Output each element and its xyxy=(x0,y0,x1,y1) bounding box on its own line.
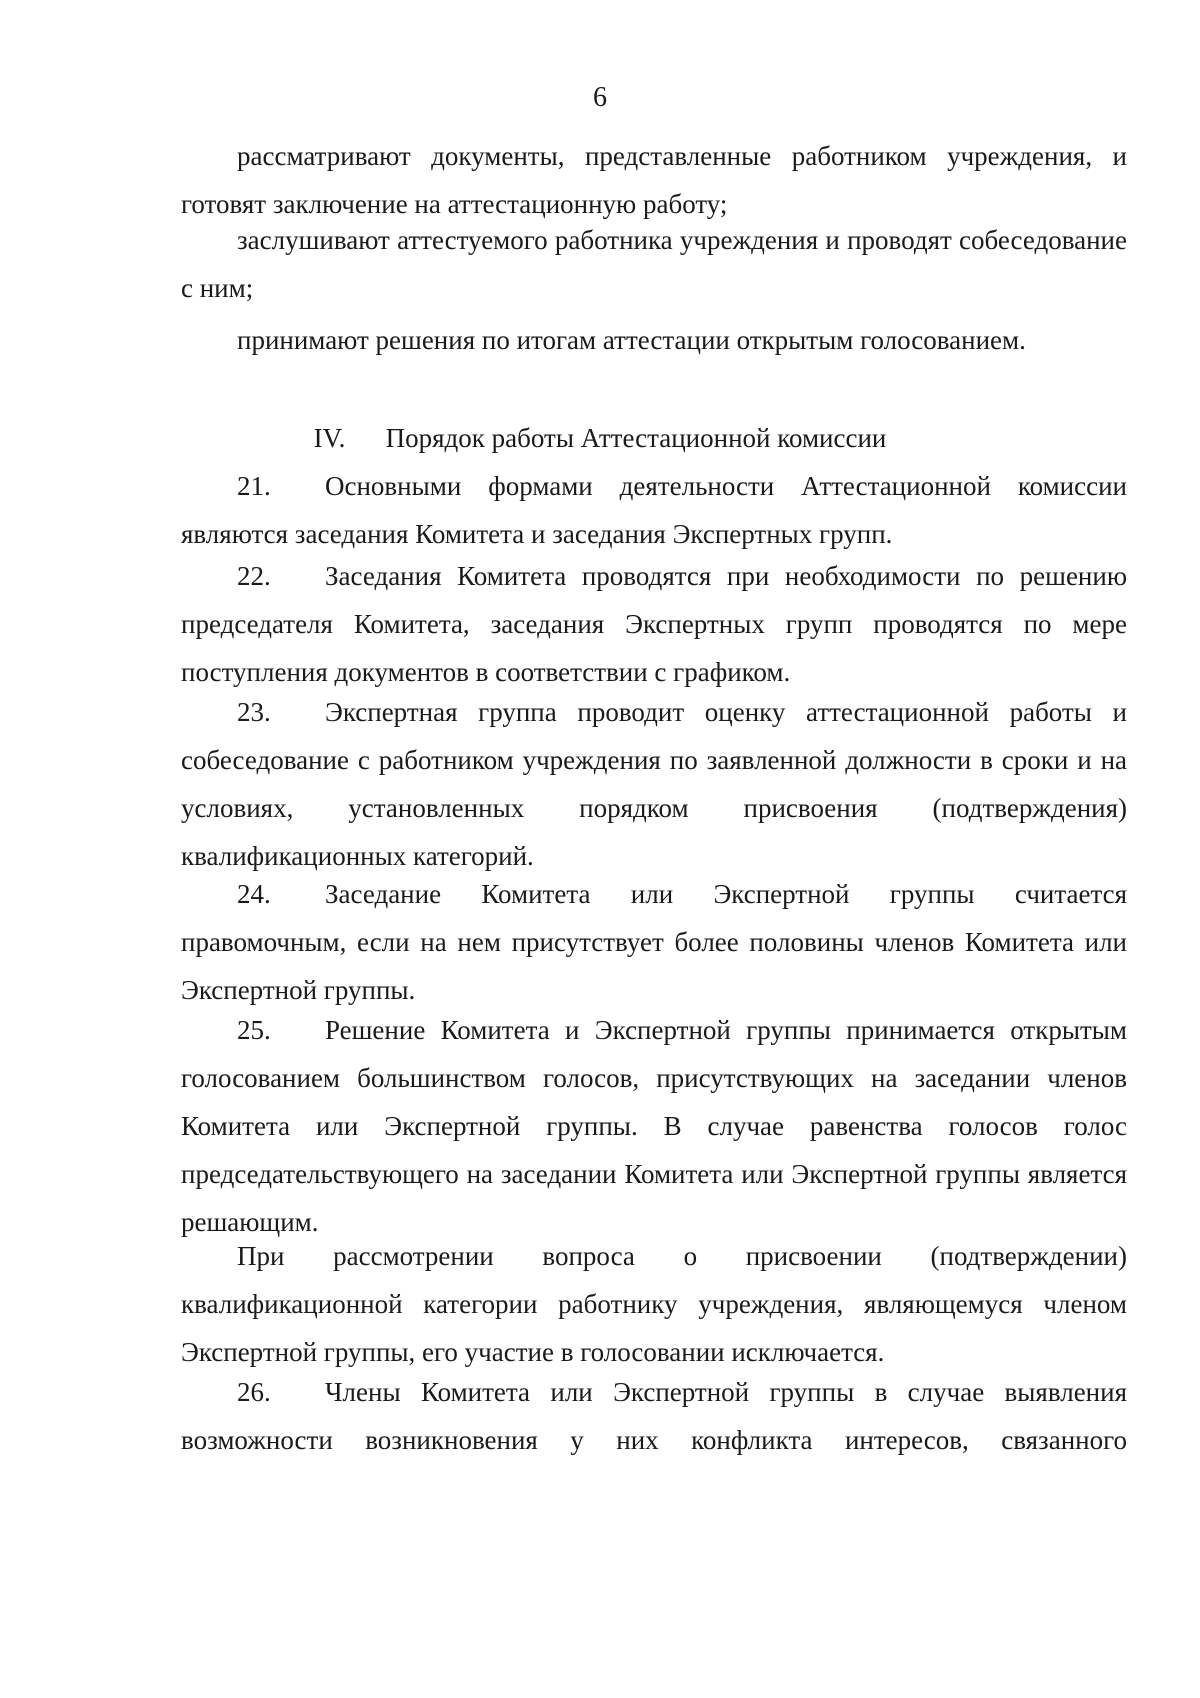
paragraph-text: Заседание Комитета или Экспертной группы считается правомочным, если на нем присутствует более половины членов Комитета или Экспертной группы. xyxy=(181,879,1127,1005)
paragraph-number: 24. xyxy=(237,879,271,909)
paragraph-text: Члены Комитета или Экспертной группы в случае выявления возможности возникновения у них конфликта интересов, связанного xyxy=(181,1377,1127,1455)
paragraph-text: Заседания Комитета проводятся при необходимости по решению председателя Комитета, заседания Экспертных групп проводятся по мере поступления документов в соответствии с графиком. xyxy=(181,561,1127,687)
list-item-review-documents: рассматривают документы, представленные работником учреждения, и готовят заключение на аттестационную работу; xyxy=(181,141,1127,219)
paragraph-text: Экспертная группа проводит оценку аттестационной работы и собеседование с работником учреждения по заявленной должности в сроки и на условиях, установленных порядком присвоения (подтверждения) квалификационных категорий. xyxy=(181,697,1127,871)
list-item-decisions: принимают решения по итогам аттестации открытым голосованием. xyxy=(237,325,1026,355)
page-number: 6 xyxy=(593,82,607,113)
paragraph-number: 25. xyxy=(237,1015,271,1045)
paragraph-number: 26. xyxy=(237,1377,271,1407)
paragraph-25-continuation xyxy=(181,1232,1127,1376)
section-heading xyxy=(0,418,1200,458)
paragraph-number: 21. xyxy=(237,471,271,501)
paragraph-number: 23. xyxy=(237,697,271,727)
section-title: Порядок работы Аттестационной комиссии xyxy=(385,423,887,453)
paragraph-24 xyxy=(181,870,1127,1014)
paragraph-text: Основными формами деятельности Аттестационной комиссии являются заседания Комитета и заседания Экспертных групп. xyxy=(181,471,1127,549)
paragraph-text: Решение Комитета и Экспертной группы принимается открытым голосованием большинством голосов, присутствующих на заседании членов Комитета или Экспертной группы. В случае равенства голосов голос председательствующего на заседании Комитета или Экспертной группы является решающим. xyxy=(181,1015,1127,1237)
paragraph-number: 22. xyxy=(237,561,271,591)
list-item-interview: заслушивают аттестуемого работника учреждения и проводят собеседование с ним; xyxy=(181,225,1127,303)
paragraph-23 xyxy=(181,688,1127,880)
section-number: IV. xyxy=(313,423,346,453)
paragraph-25 xyxy=(181,1006,1127,1246)
paragraph-22 xyxy=(181,552,1127,696)
paragraph-21 xyxy=(181,462,1127,558)
paragraph-text: При рассмотрении вопроса о присвоении (подтверждении) квалификационной категории работнику учреждения, являющемуся членом Экспертной группы, его участие в голосовании исключается. xyxy=(181,1241,1127,1367)
paragraph-26 xyxy=(181,1368,1127,1464)
